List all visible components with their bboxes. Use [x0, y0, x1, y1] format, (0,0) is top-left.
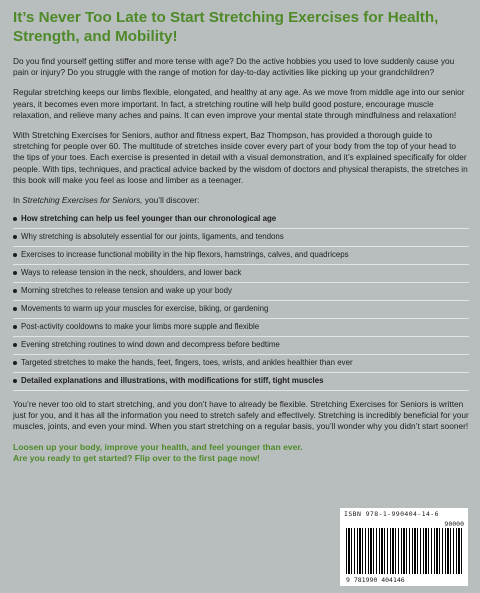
list-item: Exercises to increase functional mobility in the hip flexors, hamstrings, calves, and quadriceps	[13, 247, 469, 265]
bullet-intro	[13, 195, 469, 206]
call-to-action-line-2: Are you ready to get started? Flip over to the first page now!	[13, 453, 260, 464]
barcode-bars	[346, 528, 462, 574]
paragraph-closing: You’re never too old to start stretching, and you don’t have to already be flexible. Stretching Exercises for Seniors is written just for you, and it has all the information you need to stretch safely and effectively. Stretching is incredibly beneficial for your muscles, joints, and even your mind. When you start stretching on a regular basis, you’ll wonder why you didn’t start sooner!	[13, 399, 469, 432]
book-title-italic: Stretching Exercises for Seniors,	[22, 195, 143, 206]
list-item: Post-activity cooldowns to make your limbs more supple and flexible	[13, 319, 469, 337]
list-item: How stretching can help us feel younger than our chronological age	[13, 211, 469, 229]
call-to-action-line-1: Loosen up your body, improve your health, and feel younger than ever.	[13, 441, 303, 452]
list-item: Why stretching is absolutely essential for our joints, ligaments, and tendons	[13, 229, 469, 247]
back-cover-text	[13, 8, 469, 465]
discover-list	[13, 211, 469, 391]
isbn-barcode	[340, 508, 468, 586]
intro-prefix: In	[13, 195, 23, 206]
list-item: Movements to warm up your muscles for exercise, biking, or gardening	[13, 301, 469, 319]
price-code: 90000	[444, 520, 464, 528]
paragraph-questions: Do you find yourself getting stiffer and more tense with age? Do the active hobbies you used to love suddenly cause you pain or injury? Do you struggle with the range of motion for day-to-day activities like picking up your grandchildren?	[13, 56, 455, 78]
list-item: Morning stretches to release tension and wake up your body	[13, 283, 469, 301]
barcode-digits: 9 781990 404146	[346, 576, 405, 584]
list-item: Detailed explanations and illustrations, with modifications for stiff, tight muscles	[13, 373, 469, 391]
isbn-label: ISBN 978-1-990404-14-6	[344, 510, 439, 518]
list-item: Evening stretching routines to wind down and decompress before bedtime	[13, 337, 469, 355]
cover-headline: It’s Never Too Late to Start Stretching Exercises for Health, Strength, and Mobility!	[13, 9, 439, 45]
list-item: Targeted stretches to make the hands, feet, fingers, toes, wrists, and ankles healthier than ever	[13, 355, 469, 373]
list-item: Ways to release tension in the neck, shoulders, and lower back	[13, 265, 469, 283]
paragraph-about-book: With Stretching Exercises for Seniors, author and fitness expert, Baz Thompson, has provided a thorough guide to stretching for people over 60. The multitude of stretches inside cover every part of your body from the top of your head to the tips of your toes. Each exercise is presented in detail with a visual demonstration, and it’s explained specifically for older people. With tips, techniques, and practical advice backed by the wisdom of doctors and physical therapists, the stretches in this book will make you feel as loose and limber as a teenager.	[13, 130, 468, 185]
paragraph-benefits: Regular stretching keeps our limbs flexible, elongated, and healthy at any age. As we move from middle age into our senior years, it becomes even more important. In fact, a stretching routine will help build good posture, encourage muscle relaxation, and relieve many aches and pains. It can even improve your mental state through mindfulness and relaxation!	[13, 87, 465, 120]
intro-suffix: you’ll discover:	[142, 195, 200, 206]
